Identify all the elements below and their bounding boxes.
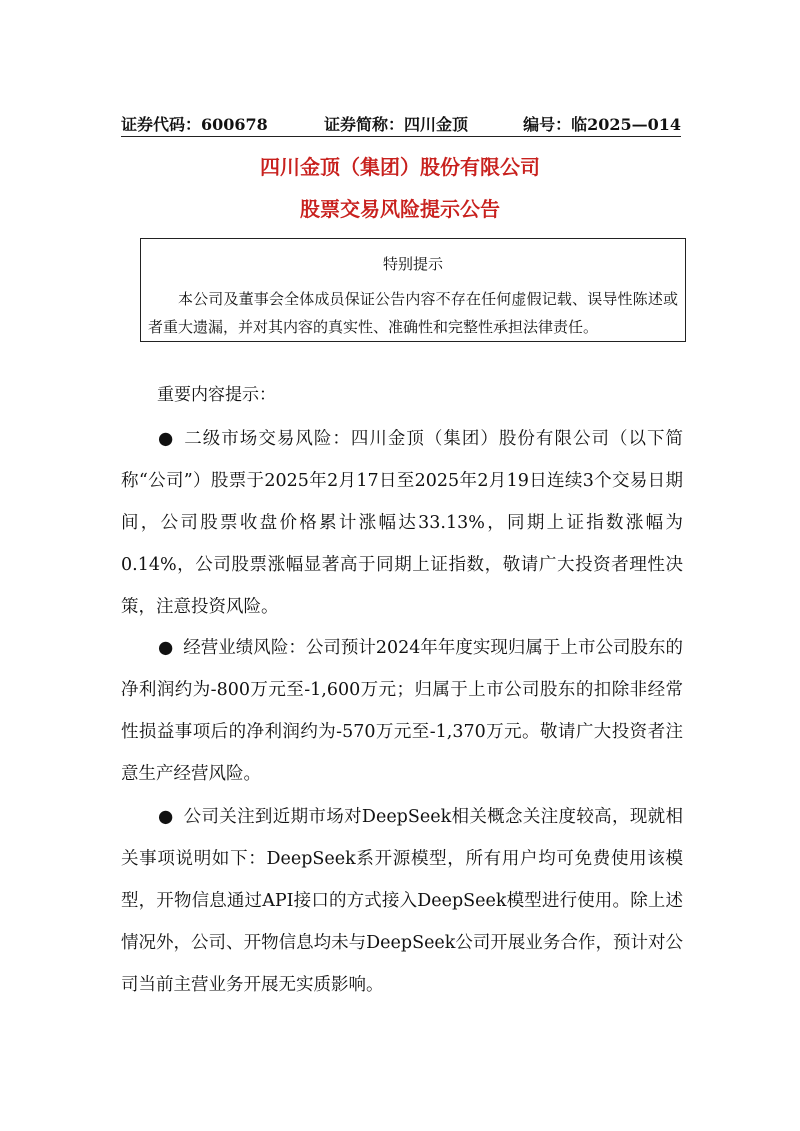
special-notice-title: 特别提示 <box>382 255 443 273</box>
company-name-title: 四川金顶（集团）股份有限公司 <box>260 155 540 179</box>
announcement-title: 股票交易风险提示公告 <box>300 197 500 221</box>
special-notice-box <box>140 238 686 342</box>
point-trading-risk <box>121 418 683 628</box>
point-text: 公司关注到近期市场对DeepSeek相关概念关注度较高，现就相关事项说明如下：DeepSeek系开源模型，所有用户均可免费使用该模型，开物信息通过API接口的方式接入DeepSeek模型进行使用。除上述情况外，公司、开物信息均未与DeepSeek公司开展业务合作，预计对公司当前主营业务开展无实质影响。 <box>121 807 683 995</box>
special-notice-body: 本公司及董事会全体成员保证公告内容不存在任何虚假记载、误导性陈述或者重大遗漏，并对其内容的真实性、准确性和完整性承担法律责任。 <box>148 290 678 336</box>
point-text: 经营业绩风险：公司预计2024年年度实现归属于上市公司股东的净利润约为-800万元至-1,600万元；归属于上市公司股东的扣除非经常性损益事项后的净利润约为-570万元至-1,370万元。敬请广大投资者注意生产经营风险。 <box>121 638 683 784</box>
document-header <box>121 114 681 137</box>
security-code: 证券代码：600678 <box>121 115 268 134</box>
point-text: 二级市场交易风险：四川金顶（集团）股份有限公司（以下简称“公司”）股票于2025年2月17日至2025年2月19日连续3个交易日期间，公司股票收盘价格累计涨幅达33.13%，同期上证指数涨幅为0.14%，公司股票涨幅显著高于同期上证指数，敬请广大投资者理性决策，注意投资风险。 <box>121 429 683 617</box>
bullet-icon: ● <box>158 429 175 449</box>
point-performance-risk <box>121 627 683 795</box>
point-deepseek-statement <box>121 796 683 1006</box>
announcement-number: 编号：临2025—014 <box>523 115 681 134</box>
summary-label: 重要内容提示： <box>157 385 276 405</box>
bullet-icon: ● <box>158 807 174 827</box>
bullet-icon: ● <box>158 638 174 658</box>
security-abbreviation: 证券简称：四川金顶 <box>324 115 469 134</box>
